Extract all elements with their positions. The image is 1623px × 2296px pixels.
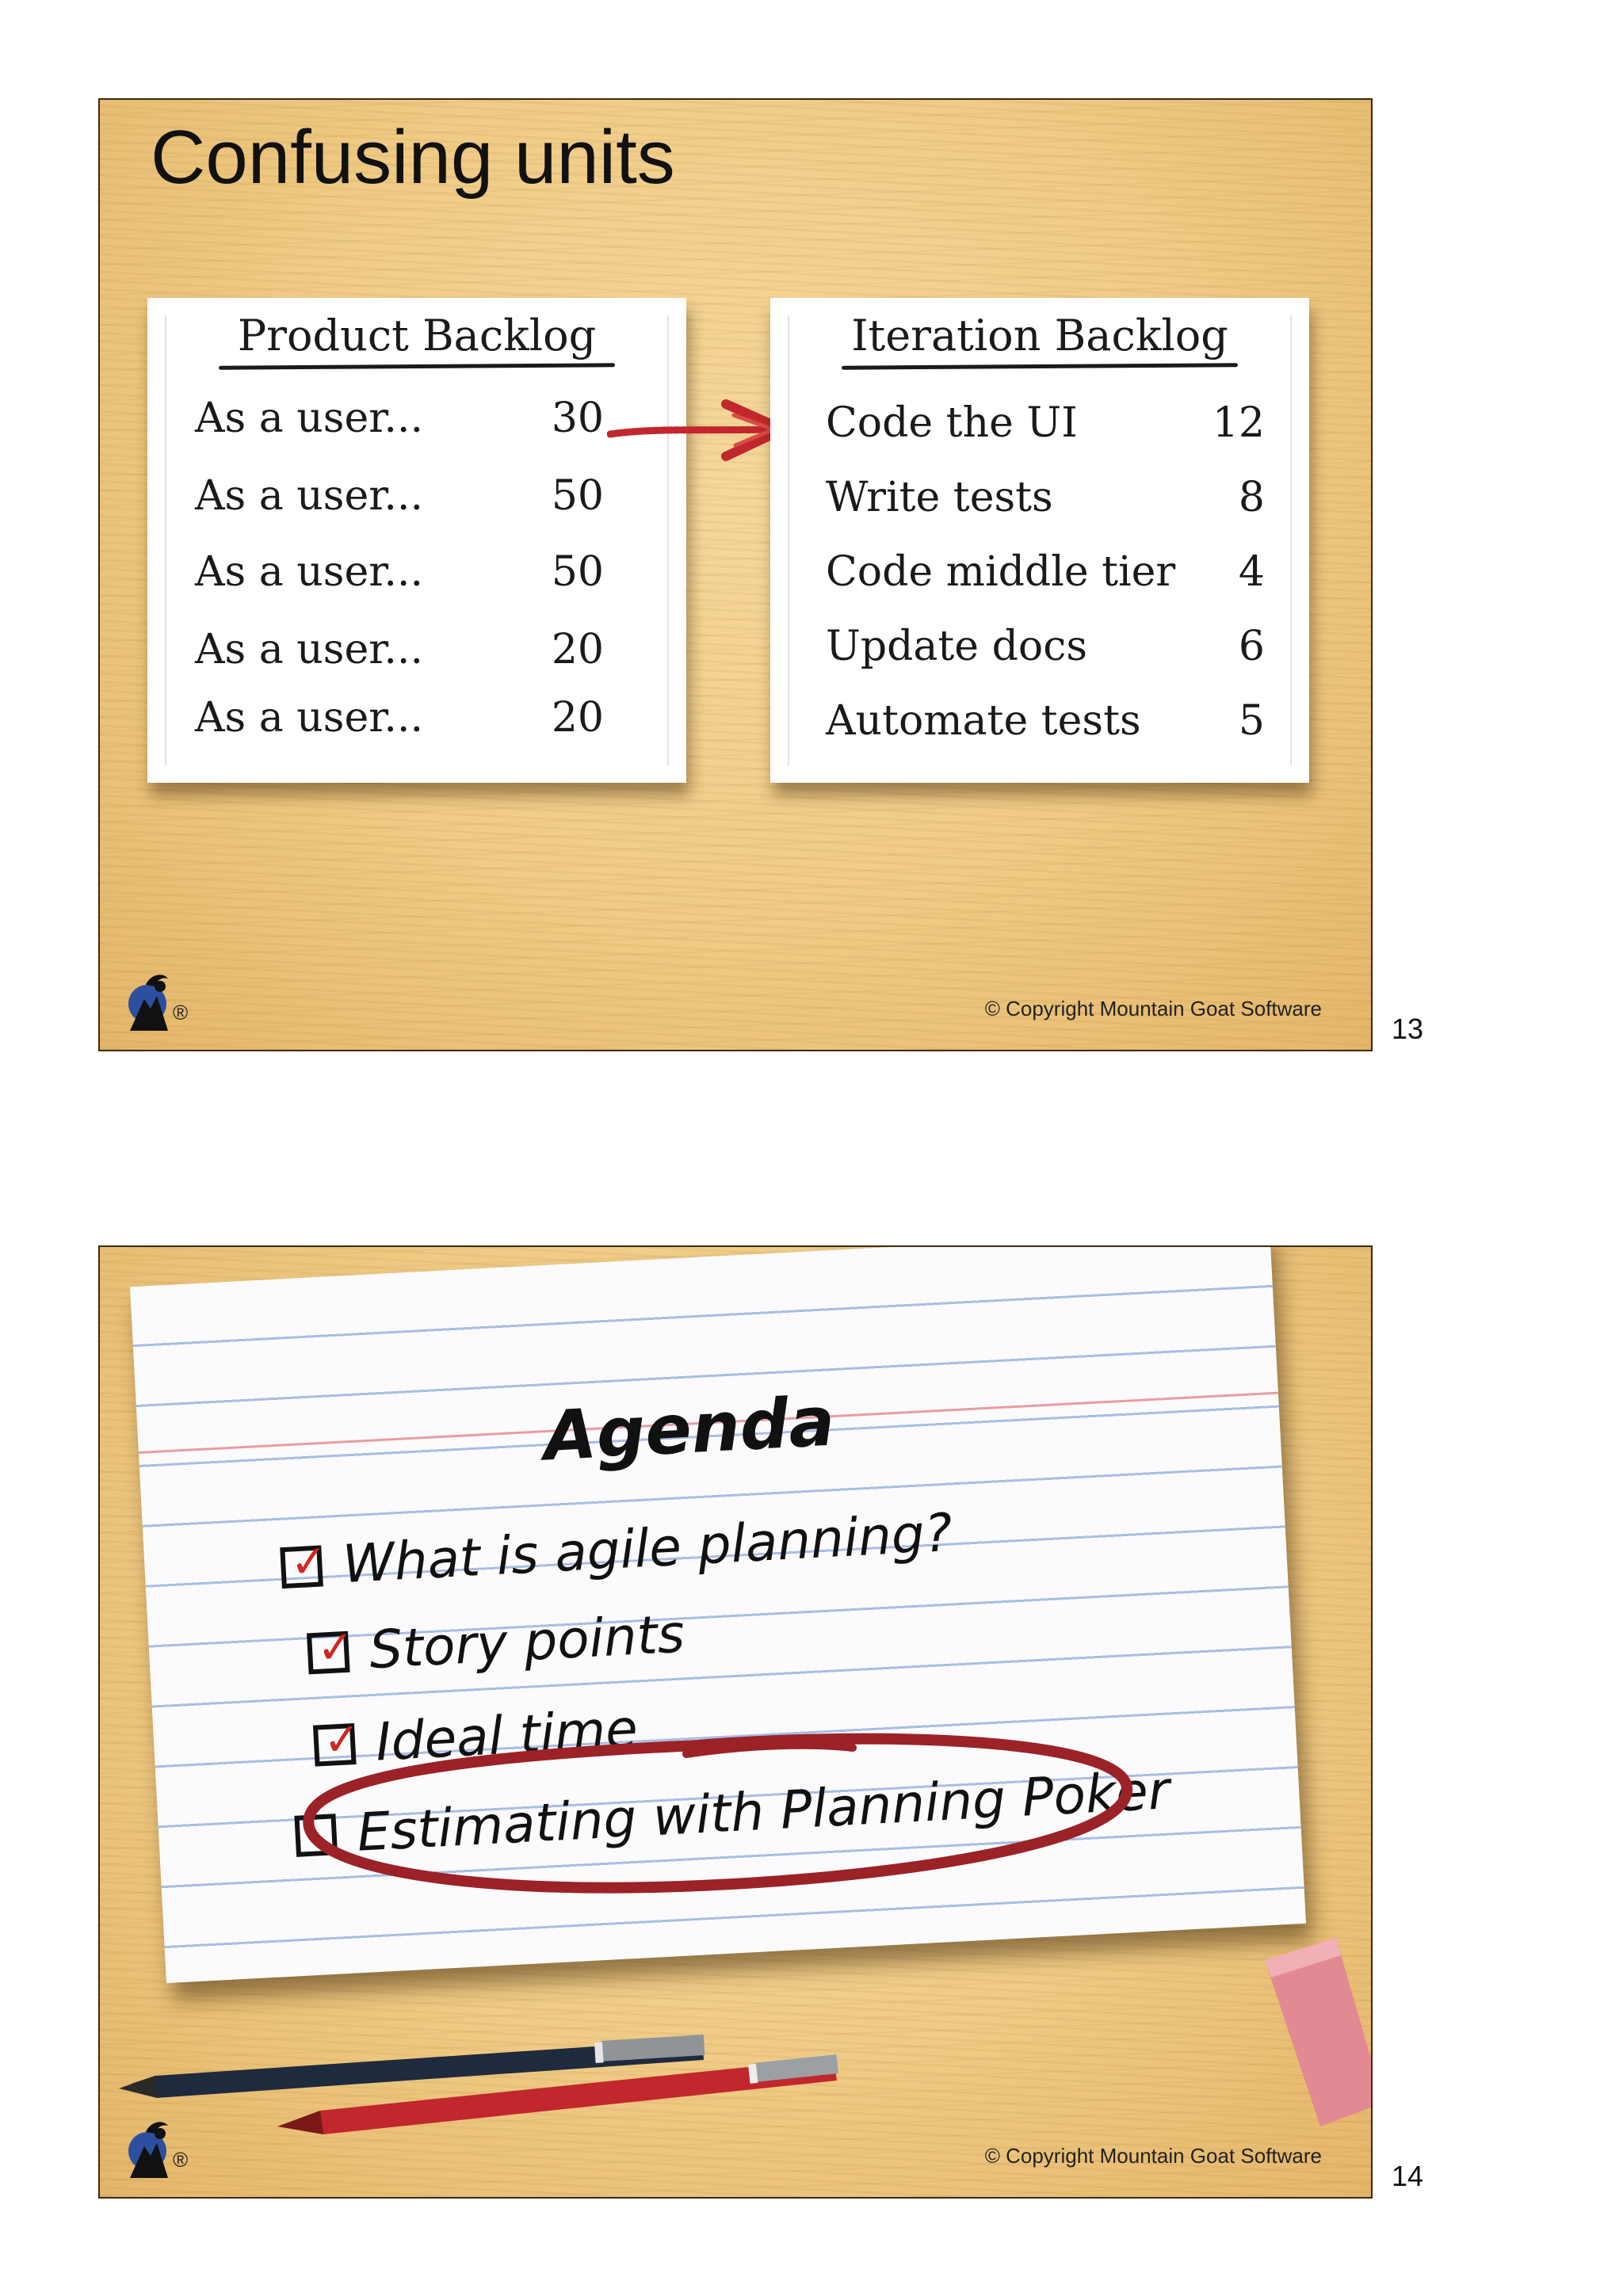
backlog-row-label: As a user...: [195, 548, 423, 596]
checkmark-icon: ✓: [315, 1620, 356, 1675]
mountain-goat-logo-icon: [122, 967, 209, 1034]
registered-mark: ®: [173, 1001, 189, 1024]
checkmark-icon: ✓: [288, 1535, 329, 1589]
pink-eraser-icon: [1265, 1938, 1373, 2126]
iteration-row-value: 8: [1238, 474, 1265, 521]
iteration-row-label: Automate tests: [826, 697, 1141, 745]
pencils-and-eraser: [100, 1247, 1373, 2199]
agenda-item-label: Ideal time: [374, 1698, 640, 1773]
backlog-row-value: 20: [551, 626, 604, 673]
iteration-row-label: Write tests: [826, 474, 1053, 521]
backlog-row: [147, 395, 686, 458]
backlog-row: [147, 626, 686, 689]
slide-agenda: [98, 1245, 1373, 2199]
backlog-row-label: As a user...: [195, 395, 423, 442]
iteration-row-label: Code the UI: [826, 399, 1078, 447]
iteration-backlog-card: [770, 298, 1309, 783]
backlog-row: [147, 548, 686, 612]
slide-confusing-units: [98, 98, 1373, 1051]
iteration-backlog-title: Iteration Backlog: [851, 311, 1228, 360]
backlog-row: [147, 694, 686, 757]
copyright-notice: © Copyright Mountain Goat Software: [984, 2144, 1322, 2168]
backlog-row-value: 50: [551, 472, 604, 520]
red-crayon-arrow-icon: [607, 393, 797, 472]
iteration-row: [770, 474, 1309, 537]
slide-title: Confusing units: [151, 115, 675, 200]
mountain-goat-logo-icon: [122, 2115, 209, 2181]
checkmark-icon: ✓: [322, 1713, 362, 1767]
agenda-item-label: Story points: [368, 1603, 686, 1681]
copyright-notice: © Copyright Mountain Goat Software: [984, 997, 1322, 1020]
iteration-row-value: 4: [1238, 548, 1265, 596]
page-number: 13: [1392, 1013, 1424, 1045]
iteration-row-label: Code middle tier: [826, 548, 1176, 596]
page-number: 14: [1392, 2160, 1424, 2192]
iteration-row-value: 6: [1238, 623, 1265, 670]
backlog-row: [147, 472, 686, 536]
backlog-row-label: As a user...: [195, 694, 423, 742]
product-backlog-card: [147, 298, 686, 783]
iteration-row-label: Update docs: [826, 623, 1088, 670]
agenda-item-label: Estimating with Planning Poker: [355, 1760, 1171, 1863]
iteration-row: [770, 548, 1309, 612]
agenda-title: Agenda: [541, 1382, 837, 1477]
backlog-row-value: 50: [551, 548, 604, 596]
backlog-row-value: 30: [551, 395, 604, 442]
iteration-row-value: 5: [1238, 697, 1265, 745]
product-backlog-title: Product Backlog: [237, 311, 597, 360]
registered-mark: ®: [173, 2148, 189, 2172]
iteration-row: [770, 623, 1309, 686]
iteration-row-value: 12: [1212, 399, 1265, 447]
backlog-row-label: As a user...: [195, 626, 423, 673]
backlog-row-label: As a user...: [195, 472, 423, 520]
iteration-row: [770, 697, 1309, 761]
agenda-item-label: What is agile planning?: [341, 1501, 954, 1596]
iteration-row: [770, 399, 1309, 463]
backlog-row-value: 20: [551, 694, 604, 742]
